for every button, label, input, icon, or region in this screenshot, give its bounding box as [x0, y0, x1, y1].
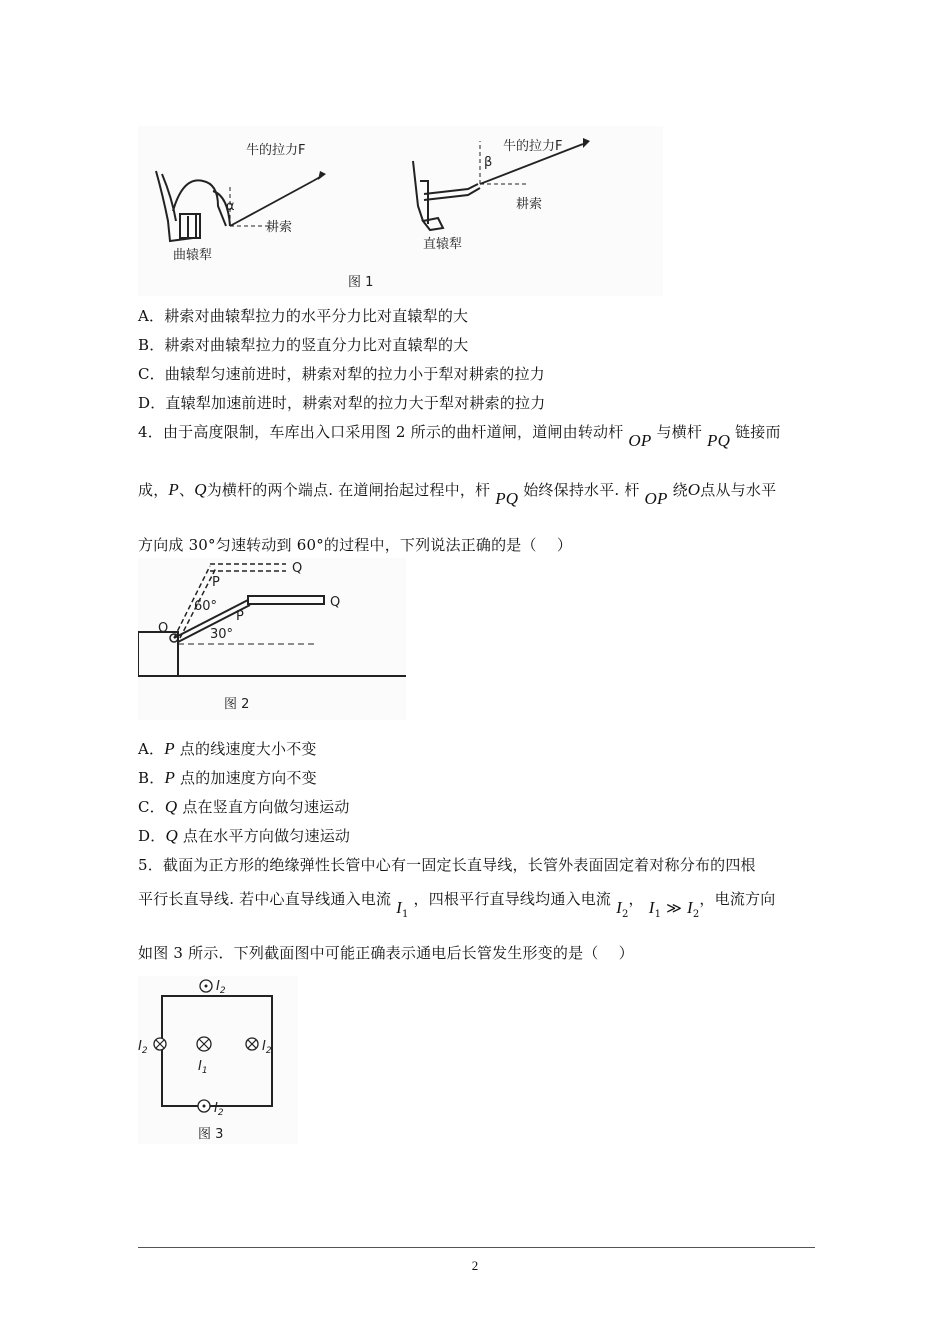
label-i2-left: $I_2$	[138, 1039, 148, 1056]
q4-option-a	[138, 739, 317, 759]
var-p: P	[164, 768, 176, 787]
figure-1	[138, 126, 663, 296]
footer-divider	[138, 1247, 815, 1248]
page-number: 2	[471, 1258, 479, 1273]
q4-stem-line3: 方向成 30°匀速转动到 60°的过程中，下列说法正确的是（ ）	[138, 536, 573, 554]
q3-option-a: A．耕索对曲辕犁拉力的水平分力比对直辕犁的大	[138, 307, 469, 325]
figure-3-caption: 图 3	[198, 1127, 224, 1142]
curved-plough-drawing	[156, 171, 230, 241]
var-pq-2: PQ	[495, 489, 519, 508]
q4-text: 成，	[138, 481, 169, 499]
q3-option-d: D．直辕犁加速前进时，耕索对犁的拉力大于犁对耕索的拉力	[138, 394, 546, 412]
force-label-left: 牛的拉力F	[246, 143, 306, 158]
q5-stem-line2	[138, 889, 776, 920]
var-q: Q	[164, 797, 178, 816]
var-q: Q	[165, 826, 178, 845]
var-i2: I	[686, 898, 693, 917]
figure-3-drawing	[138, 976, 298, 1144]
var-i1: I	[648, 898, 655, 917]
q4-option-c	[138, 797, 350, 817]
angle-beta-label: β	[484, 155, 493, 170]
q4-text: 绕	[672, 481, 688, 499]
var-i1: I	[396, 898, 402, 917]
q4-text: 4．由于高度限制，车库出入口采用图 2 所示的曲杆道闸，道闸由转动杆	[138, 423, 624, 441]
var-p: P	[168, 480, 179, 499]
q4-option-b	[138, 768, 317, 788]
q3-option-b: B．耕索对曲辕犁拉力的竖直分力比对直辕犁的大	[138, 336, 469, 354]
option-text: 点的加速度方向不变	[180, 769, 317, 787]
option-text: 点在水平方向做匀速运动	[182, 827, 351, 845]
q4-text: 与横杆	[656, 423, 703, 441]
figure-3	[138, 976, 298, 1144]
label-p-upper: P	[212, 575, 220, 590]
figure-1-drawing	[138, 126, 663, 296]
sub-1: 1	[654, 909, 662, 920]
q5-text: ，四根平行直导线均通入电流	[413, 890, 612, 908]
sub-2: 2	[692, 909, 700, 920]
var-o: O	[687, 480, 701, 499]
q3-option-c: C．曲辕犁匀速前进时，耕索对犁的拉力小于犁对耕索的拉力	[138, 365, 545, 383]
q4-stem-line1	[138, 422, 781, 450]
q4-sep: 、	[179, 481, 195, 499]
var-p: P	[164, 739, 175, 758]
q5-stem-line1: 5．截面为正方形的绝缘弹性长管中心有一固定长直导线，长管外表面固定着对称分布的四根	[138, 856, 756, 874]
figure-1-caption: 图 1	[348, 275, 374, 290]
label-p-lower: P	[236, 609, 244, 624]
option-text: 点的线速度大小不变	[179, 740, 317, 758]
figure-2-caption: 图 2	[224, 697, 250, 712]
rope-label-left: 耕索	[266, 220, 293, 235]
rope-label-right: 耕索	[516, 197, 543, 212]
q4-text: 点从与水平	[700, 481, 777, 499]
angle-alpha-label: α	[226, 199, 235, 214]
option-label: B．	[138, 769, 165, 787]
q4-text: 始终保持水平. 杆	[523, 481, 640, 499]
option-label: D．	[138, 827, 166, 845]
label-i1-center: $I_1$	[198, 1059, 208, 1076]
label-q-upper: Q	[292, 561, 303, 576]
option-label: A．	[138, 740, 165, 758]
q4-text: 链接而	[735, 423, 781, 441]
var-pq: PQ	[707, 431, 731, 450]
q4-text: 为横杆的两个端点. 在道闸抬起过程中，杆	[206, 481, 491, 499]
angle-60-label: 60°	[194, 599, 218, 614]
option-label: C．	[138, 798, 165, 816]
q4-stem-line2	[138, 480, 777, 508]
var-op-2: OP	[644, 489, 668, 508]
figure-2-drawing	[138, 558, 406, 720]
q4-option-d	[138, 826, 350, 846]
curved-plough-label: 曲辕犁	[173, 248, 213, 263]
var-op: OP	[628, 431, 652, 450]
q5-text: 平行长直导线. 若中心直导线通入电流	[138, 890, 392, 908]
label-i2-bottom: $I_2$	[214, 1101, 224, 1118]
label-o: O	[158, 621, 169, 636]
q5-stem-line3: 如图 3 所示．下列截面图中可能正确表示通电后长管发生形变的是（ ）	[138, 944, 634, 962]
q5-text: ，电流方向	[699, 890, 776, 908]
label-i2-right: $I_2$	[262, 1039, 272, 1056]
sub-2: 2	[621, 909, 629, 920]
q5-comma: ，	[628, 890, 644, 908]
figure-2	[138, 558, 406, 720]
straight-plough-label: 直辕犁	[423, 237, 463, 252]
angle-30-label: 30°	[210, 627, 234, 642]
option-text: 点在竖直方向做匀速运动	[182, 798, 350, 816]
much-greater-sign: ≫	[666, 899, 683, 917]
var-q: Q	[194, 480, 207, 499]
var-i2: I	[616, 898, 622, 917]
label-q-lower: Q	[330, 595, 341, 610]
label-i2-top: $I_2$	[216, 979, 226, 996]
force-label-right: 牛的拉力F	[503, 139, 563, 154]
sub-1: 1	[401, 909, 409, 920]
straight-plough-drawing	[413, 161, 480, 230]
